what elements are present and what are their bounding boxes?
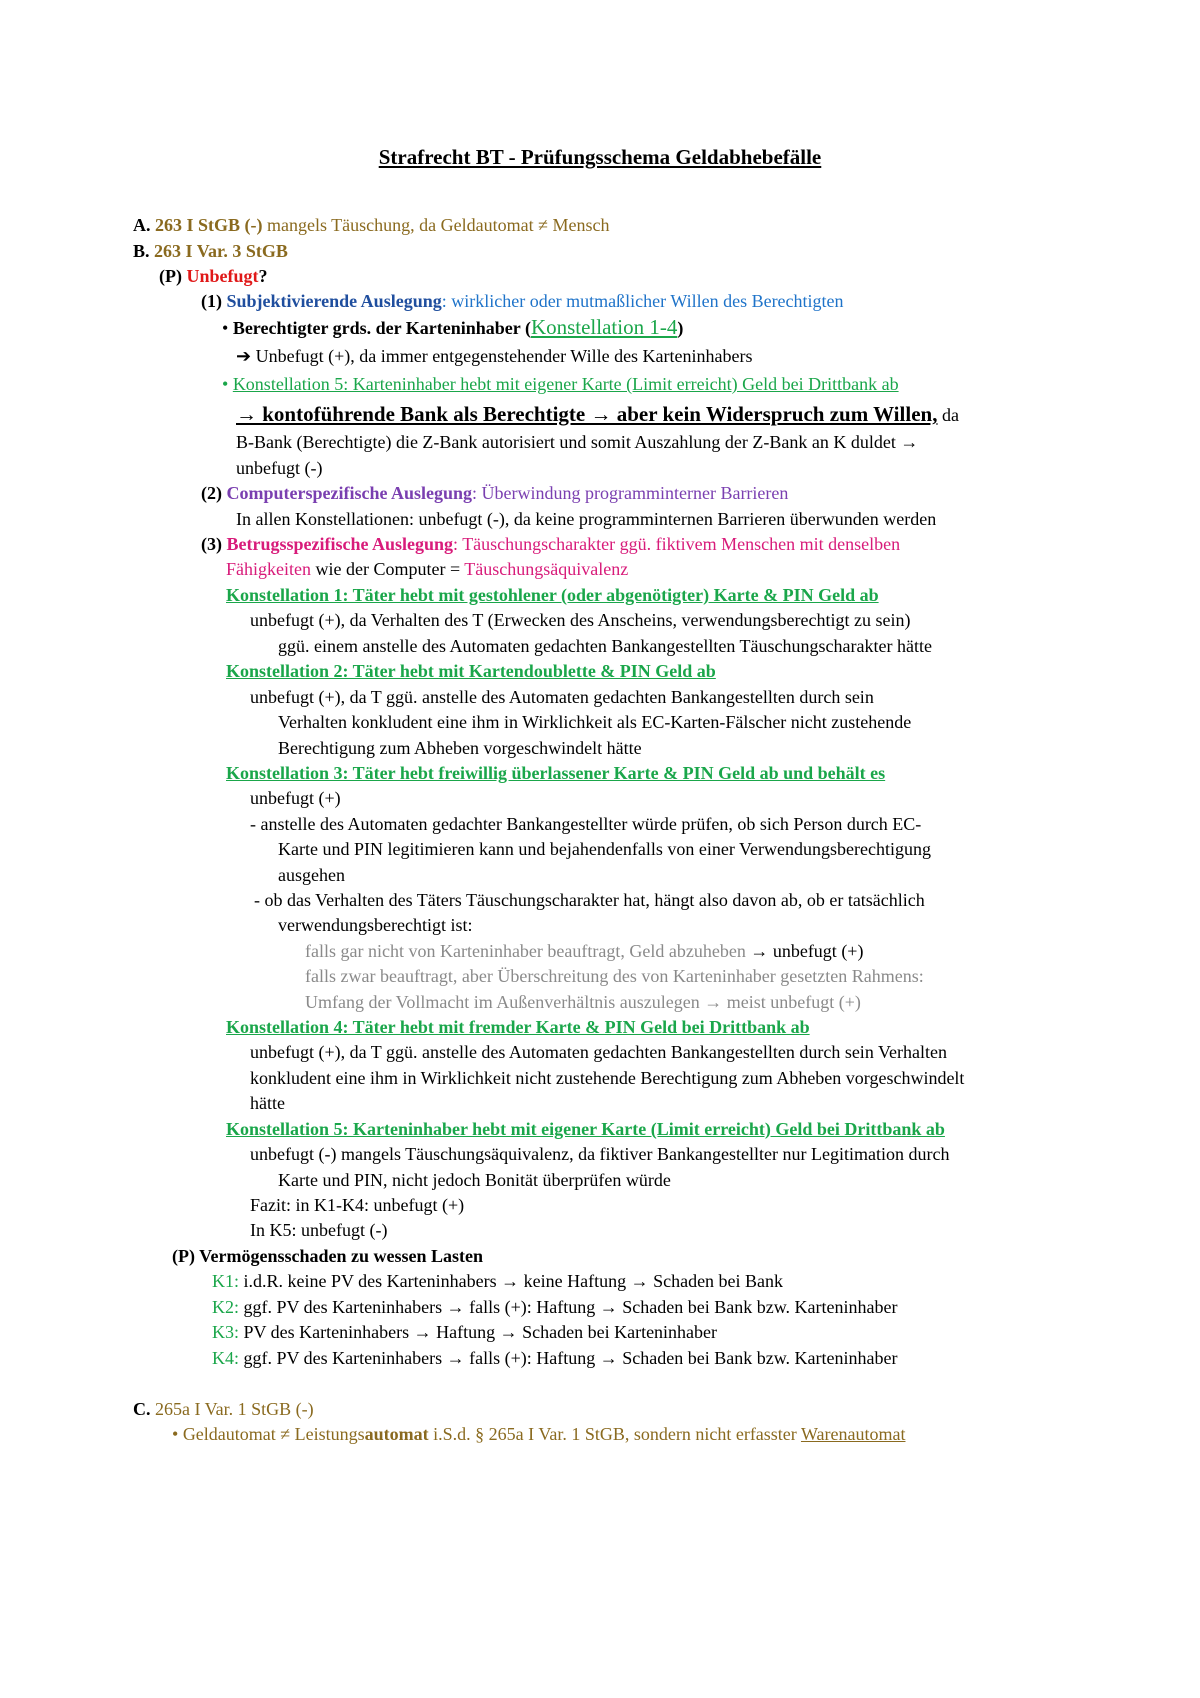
konstellation-3-line: - ob das Verhalten des Täters Täuschungscharakter hat, hängt also davon ab, ob er tatsächlich [254,890,925,910]
problem-unbefugt: (P) Unbefugt? [159,266,268,286]
section-b: B. 263 I Var. 3 StGB [133,241,288,261]
konstellation-5-line: unbefugt (-) mangels Täuschungsäquivalenz, da fiktiver Bankangestellter nur Legitimation durch [250,1144,950,1164]
konstellation-3-line: verwendungsberechtigt ist: [278,915,473,935]
konstellation-4-line: konkludent eine ihm in Wirklichkeit nicht zustehende Berechtigung zum Abheben vorgeschwindelt [250,1068,965,1088]
konstellation-3-line: - anstelle des Automaten gedachter Bankangestellter würde prüfen, ob sich Person durch EC- [250,814,922,834]
konstellation-3-heading: Konstellation 3: Täter hebt freiwillig überlassener Karte & PIN Geld ab und behält es [226,763,886,783]
problem-vermoegensschaden: (P) Vermögensschaden zu wessen Lasten [172,1246,484,1266]
konstellation-3-line: ausgehen [278,865,345,885]
konstellation-2-heading: Konstellation 2: Täter hebt mit Kartendoublette & PIN Geld ab [226,661,716,681]
konstellation-2-line: Verhalten konkludent eine ihm in Wirklichkeit als EC-Karten-Fälscher nicht zustehende [278,712,912,732]
schaden-item: K3: PV des Karteninhabers → Haftung → Schaden bei Karteninhaber [212,1322,718,1342]
arrow-line-unbefugt: ➔ Unbefugt (+), da immer entgegenstehender Wille des Karteninhabers [236,346,753,366]
konstellation-3-line: Karte und PIN legitimieren kann und bejahendenfalls von einer Verwendungsberechtigung [278,839,931,859]
bullet-icon: • [222,374,229,394]
betrugsspezifische-line-2: Fähigkeiten wie der Computer = Täuschungsäquivalenz [226,559,629,579]
bullet-icon: • [172,1424,179,1444]
schaden-item: K1: i.d.R. keine PV des Karteninhabers → keine Haftung → Schaden bei Bank [212,1271,784,1291]
konstellation-3-gray-line: falls gar nicht von Karteninhaber beauftragt, Geld abzuheben → unbefugt (+) [305,941,864,961]
subjektivierende-heading: (1) Subjektivierende Auslegung: wirklicher oder mutmaßlicher Willen des Berechtigten [201,291,844,311]
konstellation-4-heading: Konstellation 4: Täter hebt mit fremder Karte & PIN Geld bei Drittbank ab [226,1017,810,1037]
fazit-line: In K5: unbefugt (-) [250,1220,388,1240]
konstellation-5-line: Karte und PIN, nicht jedoch Bonität überprüfen würde [278,1170,671,1190]
page-title: Strafrecht BT - Prüfungsschema Geldabhebefälle [378,145,822,169]
betrugsspezifische-heading: (3) Betrugsspezifische Auslegung: Täuschungscharakter ggü. fiktivem Menschen mit denselben [201,534,901,554]
section-c: C. 265a I Var. 1 StGB (-) [133,1399,314,1419]
konstellation-5-heading: Konstellation 5: Karteninhaber hebt mit eigener Karte (Limit erreicht) Geld bei Drittbank ab [226,1119,945,1139]
line-kontofuehrende-bank: → kontoführende Bank als Berechtigte → aber kein Widerspruch zum Willen, da [236,402,959,426]
konstellation-1-line: unbefugt (+), da Verhalten des T (Erwecken des Anscheins, verwendungsberechtigt zu sein) [250,610,911,630]
bullet-berechtigter: • Berechtigter grds. der Karteninhaber (Konstellation 1-4) [222,315,684,339]
line-unbefugt-minus: unbefugt (-) [236,458,323,478]
schaden-item: K4: ggf. PV des Karteninhabers → falls (+): Haftung → Schaden bei Bank bzw. Karteninhaber [212,1348,898,1368]
fazit-line: Fazit: in K1-K4: unbefugt (+) [250,1195,465,1215]
konstellation-3-gray-line: falls zwar beauftragt, aber Überschreitung des von Karteninhaber gesetzten Rahmens: [305,966,924,986]
konstellation-3-gray-line: Umfang der Vollmacht im Außenverhältnis auszulegen → meist unbefugt (+) [305,992,861,1012]
konstellation-1-heading: Konstellation 1: Täter hebt mit gestohlener (oder abgenötigter) Karte & PIN Geld ab [226,585,879,605]
line-b-bank: B-Bank (Berechtigte) die Z-Bank autorisiert und somit Auszahlung der Z-Bank an K duldet → [236,432,919,452]
konstellation-2-line: Berechtigung zum Abheben vorgeschwindelt hätte [278,738,642,758]
konstellation-1-line: ggü. einem anstelle des Automaten gedachten Bankangestellten Täuschungscharakter hätte [278,636,932,656]
computerspezifische-heading: (2) Computerspezifische Auslegung: Überwindung programminterner Barrieren [201,483,789,503]
konstellation-3-line: unbefugt (+) [250,788,341,808]
bullet-icon: • [222,318,229,338]
schaden-item: K2: ggf. PV des Karteninhabers → falls (+): Haftung → Schaden bei Bank bzw. Karteninhaber [212,1297,898,1317]
konstellation-2-line: unbefugt (+), da T ggü. anstelle des Automaten gedachten Bankangestellten durch sein [250,687,874,707]
konstellation-4-line: hätte [250,1093,285,1113]
bullet-geldautomat: • Geldautomat ≠ Leistungsautomat i.S.d. § 265a I Var. 1 StGB, sondern nicht erfasster Warenautomat [172,1424,906,1444]
section-a: A. 263 I StGB (-) mangels Täuschung, da Geldautomat ≠ Mensch [133,215,610,235]
computerspezifische-text: In allen Konstellationen: unbefugt (-), da keine programminternen Barrieren überwunden werden [236,509,937,529]
konstellation-4-line: unbefugt (+), da T ggü. anstelle des Automaten gedachten Bankangestellten durch sein Verhalten [250,1042,947,1062]
bullet-konstellation-5: • Konstellation 5: Karteninhaber hebt mit eigener Karte (Limit erreicht) Geld bei Drittbank ab [222,374,899,394]
arrow-right-icon: ➔ [236,346,252,366]
